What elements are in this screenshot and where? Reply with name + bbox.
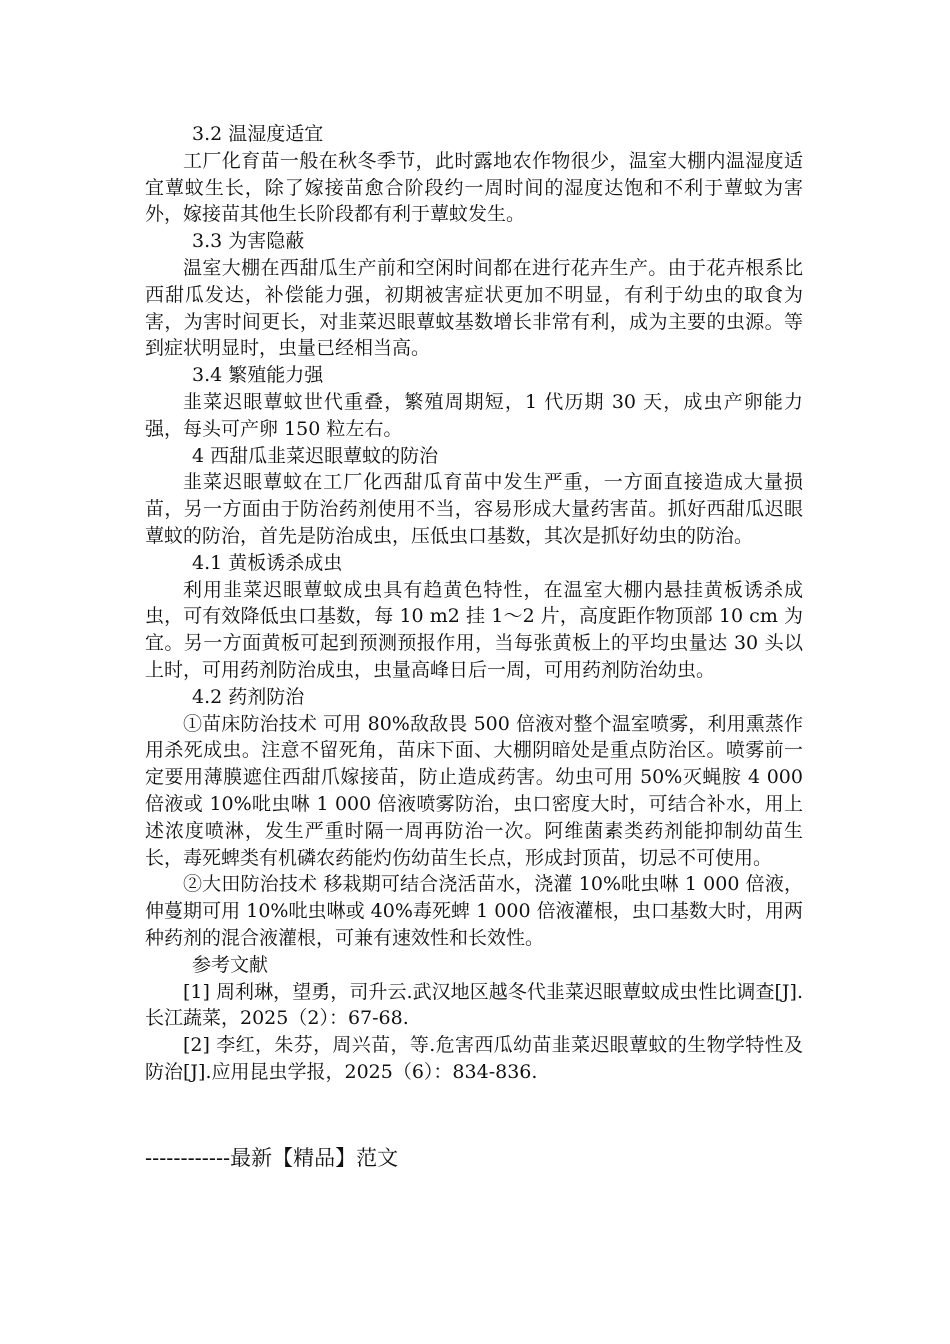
- page-footer: ------------最新【精品】范文: [145, 1146, 399, 1170]
- reference-item-2: [2] 李红，朱芬，周兴苗，等.危害西瓜幼苗韭菜迟眼蕈蚊的生物学特性及防治[J].应用昆虫学报，2025（6）：834-836.: [145, 1034, 803, 1083]
- section-heading-3-2: 3.2 温湿度适宜: [192, 123, 324, 145]
- document-body: [145, 121, 803, 1086]
- paragraph-4-2-nursery: ①苗床防治技术 可用 80%敌敌畏 500 倍液对整个温室喷雾，利用熏蒸作用杀死成虫。注意不留死角，苗床下面、大棚阴暗处是重点防治区。喷雾前一定要用薄膜遮住西甜爪嫁接苗，防止造成药害。幼虫可用 50%灭蝇胺 4 000 倍液或 10%吡虫啉 1 000 倍液喷雾防治，虫口密度大时，可结合补水，用上述浓度喷淋，发生严重时隔一周再防治一次。阿维菌素类药剂能抑制幼苗生长，毒死蜱类有机磷农药能灼伤幼苗生长点，形成封顶苗，切忌不可使用。: [145, 712, 803, 869]
- paragraph-3-4: 韭菜迟眼蕈蚊世代重叠，繁殖周期短，1 代历期 30 天，成虫产卵能力强，每头可产卵 150 粒左右。: [145, 390, 803, 440]
- section-heading-3-3: 3.3 为害隐蔽: [192, 230, 305, 253]
- section-heading-3-4: 3.4 繁殖能力强: [192, 364, 324, 387]
- references-heading: 参考文献: [192, 953, 269, 976]
- section-heading-4-2: 4.2 药剂防治: [192, 685, 305, 708]
- section-heading-4-1: 4.1 黄板诱杀成虫: [192, 551, 343, 574]
- paragraph-4-1: 利用韭菜迟眼蕈蚊成虫具有趋黄色特性，在温室大棚内悬挂黄板诱杀成虫，可有效降低虫口基数，每 10 m2 挂 1～2 片，高度距作物顶部 10 cm 为宜。另一方面黄板可起到预测预报作用，当每张黄板上的平均虫量达 30 头以上时，可用药剂防治成虫，虫量高峰日后一周，可用药剂防治幼虫。: [145, 578, 803, 681]
- paragraph-3-2: 工厂化育苗一般在秋冬季节，此时露地农作物很少，温室大棚内温湿度适宜蕈蚊生长，除了嫁接苗愈合阶段约一周时间的湿度达饱和不利于蕈蚊为害外，嫁接苗其他生长阶段都有利于蕈蚊发生。: [145, 149, 803, 226]
- paragraph-4-2-field: ②大田防治技术 移栽期可结合浇活苗水，浇灌 10%吡虫啉 1 000 倍液，伸蔓期可用 10%吡虫啉或 40%毒死蜱 1 000 倍液灌根，虫口基数大时，用两种药剂的混合液灌根，可兼有速效性和长效性。: [145, 873, 803, 949]
- section-heading-4: 4 西甜瓜韭菜迟眼蕈蚊的防治: [192, 444, 439, 467]
- paragraph-4: 韭菜迟眼蕈蚊在工厂化西甜瓜育苗中发生严重，一方面直接造成大量损苗，另一方面由于防治药剂使用不当，容易形成大量药害苗。抓好西甜瓜迟眼蕈蚊的防治，首先是防治成虫，压低虫口基数，其次是抓好幼虫的防治。: [145, 471, 803, 547]
- paragraph-3-3: 温室大棚在西甜瓜生产前和空闲时间都在进行花卉生产。由于花卉根系比西甜瓜发达，补偿能力强，初期被害症状更加不明显，有利于幼虫的取食为害，为害时间更长，对韭菜迟眼蕈蚊基数增长非常有利，成为主要的虫源。等到症状明显时，虫量已经相当高。: [145, 256, 803, 360]
- reference-item-1: [1] 周利琳，望勇，司升云.武汉地区越冬代韭菜迟眼蕈蚊成虫性比调查[J].长江蔬菜，2025（2）：67-68.: [145, 980, 803, 1030]
